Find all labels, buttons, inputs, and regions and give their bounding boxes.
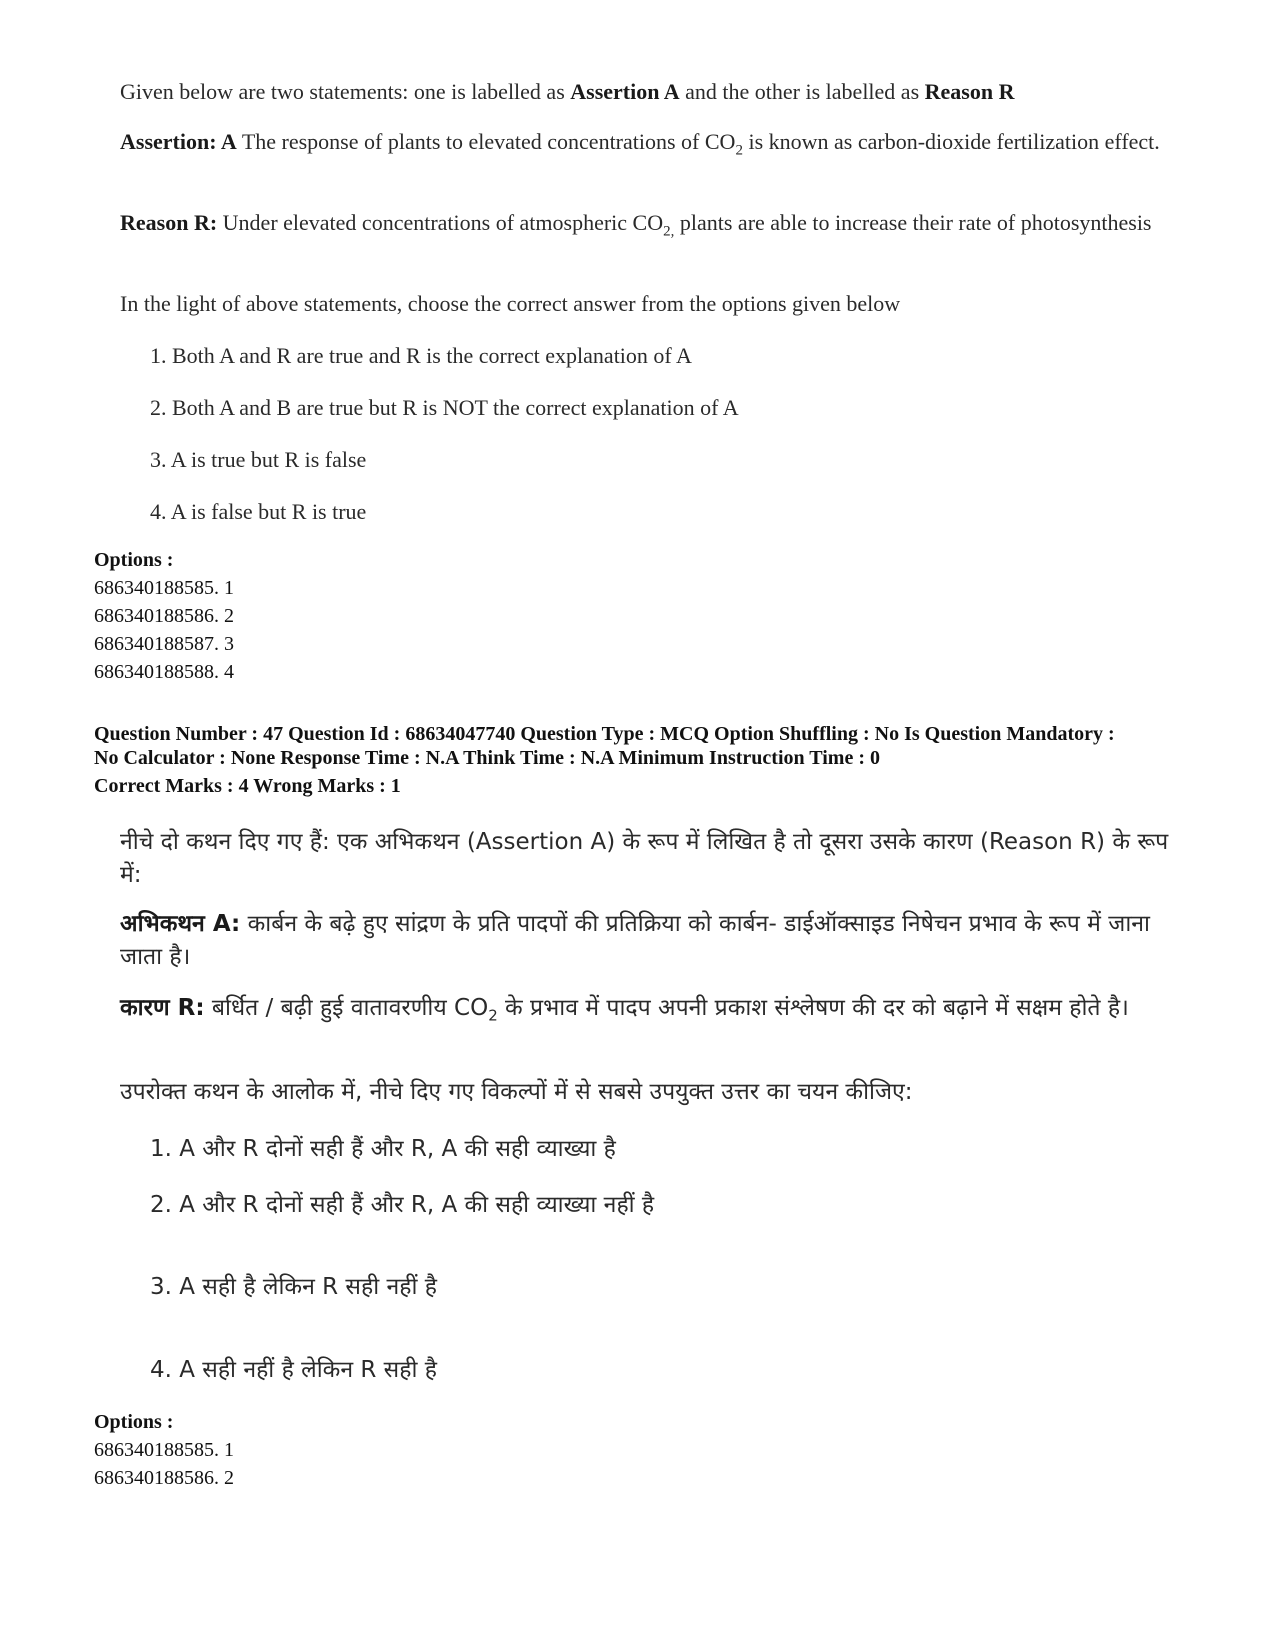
q46-assertion	[120, 126, 1180, 158]
q46-option-2: 686340188586. 2	[94, 605, 234, 627]
q46-assertion-subscript: 2	[735, 142, 743, 159]
q46-assertion-text: The response of plants to elevated concentrations of CO	[236, 129, 736, 154]
q46-option-3: 686340188587. 3	[94, 633, 234, 655]
q47-assertion-label: अभिकथन A:	[120, 911, 241, 937]
q46-intro-reason: Reason R	[924, 79, 1015, 104]
q46-reason-text: Under elevated concentrations of atmospheric CO	[217, 210, 664, 235]
q46-instruction	[120, 288, 1180, 320]
q46-option-4: 686340188588. 4	[94, 661, 234, 683]
q47-choice-1: 1. A और R दोनों सही हैं और R, A की सही व्याख्या है	[150, 1136, 616, 1162]
q46-reason-text-end: plants are able to increase their rate of photosynthesis	[674, 210, 1152, 235]
q47-assertion	[120, 908, 1180, 974]
q46-reason-subscript: 2,	[663, 223, 675, 240]
q47-option-1: 686340188585. 1	[94, 1439, 234, 1461]
q47-assertion-text: कार्बन के बढ़े हुए सांद्रण के प्रति पादपों की प्रतिक्रिया को कार्बन- डाईऑक्साइड निषेचन प्रभाव के रूप में जाना जाता है।	[120, 911, 1150, 970]
q46-intro-assertion: Assertion A	[570, 79, 680, 104]
q47-reason-label: कारण R:	[120, 995, 205, 1021]
q47-meta-line3: Correct Marks : 4 Wrong Marks : 1	[94, 775, 401, 797]
q46-assertion-text-end: is known as carbon-dioxide fertilization effect.	[742, 129, 1160, 154]
q47-reason-text: बर्धित / बढ़ी हुई वातावरणीय CO	[204, 995, 489, 1021]
q47-meta-line1: Question Number : 47 Question Id : 68634047740 Question Type : MCQ Option Shuffling : No Is Question Mandatory :	[94, 723, 1115, 745]
q47-choice-4: 4. A सही नहीं है लेकिन R सही है	[150, 1357, 437, 1383]
q46-reason	[120, 207, 1180, 239]
q46-intro	[120, 76, 1180, 108]
q47-instruction-text: उपरोक्त कथन के आलोक में, नीचे दिए गए विकल्पों में से सबसे उपयुक्त उत्तर का चयन कीजिए:	[120, 1079, 913, 1105]
q47-intro	[120, 826, 1180, 892]
q46-choice-1: 1. Both A and R are true and R is the correct explanation of A	[150, 343, 692, 368]
q47-meta-line2: No Calculator : None Response Time : N.A Think Time : N.A Minimum Instruction Time : 0	[94, 747, 880, 769]
q46-reason-label: Reason R:	[120, 210, 218, 235]
q47-reason-subscript: 2	[488, 1006, 498, 1025]
q46-assertion-label: Assertion: A	[120, 129, 237, 154]
q47-choice-3: 3. A सही है लेकिन R सही नहीं है	[150, 1274, 437, 1300]
q47-options-label: Options :	[94, 1411, 174, 1433]
q47-reason-text-end: के प्रभाव में पादप अपनी प्रकाश संश्लेषण की दर को बढ़ाने में सक्षम होते है।	[497, 995, 1129, 1021]
q46-choice-4: 4. A is false but R is true	[150, 499, 367, 524]
q47-choice-2: 2. A और R दोनों सही हैं और R, A की सही व्याख्या नहीं है	[150, 1192, 655, 1218]
q47-reason	[120, 992, 1180, 1025]
q47-option-2: 686340188586. 2	[94, 1467, 234, 1489]
q46-choice-3: 3. A is true but R is false	[150, 447, 367, 472]
q46-options-label: Options :	[94, 549, 174, 571]
q46-choice-2: 2. Both A and B are true but R is NOT the correct explanation of A	[150, 395, 739, 420]
q46-intro-text: Given below are two statements: one is labelled as	[120, 79, 571, 104]
q46-option-1: 686340188585. 1	[94, 577, 234, 599]
q47-intro-text: नीचे दो कथन दिए गए हैं: एक अभिकथन (Assertion A) के रूप में लिखित है तो दूसरा उसके कारण (Reason R) के रूप में:	[120, 829, 1169, 888]
q46-intro-mid: and the other is labelled as	[679, 79, 925, 104]
q47-instruction	[120, 1076, 1180, 1109]
q46-instruction-text: In the light of above statements, choose the correct answer from the options given below	[120, 291, 901, 316]
